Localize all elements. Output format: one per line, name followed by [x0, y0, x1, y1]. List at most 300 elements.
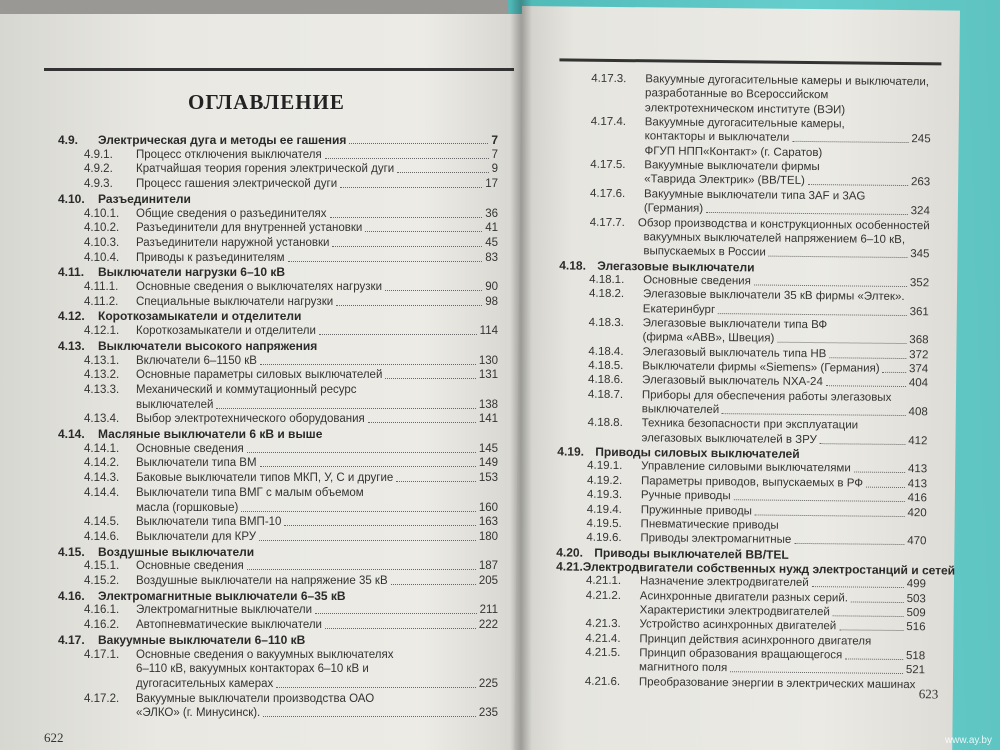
toc-entry-page: 153 [478, 472, 498, 485]
toc-entry-number: 4.18.5. [588, 359, 624, 373]
toc-entry-page: 160 [478, 501, 498, 514]
toc-entry [58, 266, 498, 279]
toc-entry-number: 4.21.1. [585, 574, 622, 588]
toc-entry [84, 384, 498, 397]
toc-entry [84, 649, 498, 662]
toc-entry-page: 7 [491, 148, 498, 161]
toc-entry-page: 138 [478, 398, 498, 411]
dot-leader [826, 377, 906, 388]
toc-entry-number: 4.17.2. [84, 692, 120, 705]
toc-entry-number: 4.9.2. [84, 163, 113, 176]
toc-entry [84, 149, 498, 162]
toc-entry [84, 443, 498, 456]
watermark: www.ay.by [944, 735, 992, 746]
toc-entry-page: 324 [910, 205, 930, 218]
toc-entry-title: Процесс гашения электрической дуги [136, 178, 338, 191]
dot-leader [260, 457, 476, 467]
toc-entry-number: 4.11.2. [84, 295, 119, 308]
toc-entry [58, 590, 498, 603]
toc-entry [585, 675, 925, 692]
toc-entry-title: электротехническом институте (ВЭИ) [644, 101, 846, 117]
toc-entry-page: 130 [478, 354, 498, 367]
toc-entry-number: 4.17.7. [589, 216, 625, 229]
toc-entry-title: Элегазовые выключатели [597, 258, 755, 274]
right-page [514, 6, 960, 750]
toc-entry [84, 604, 498, 617]
toc-entry-number: 4.14.5. [84, 516, 120, 529]
toc-entry-number: 4.18.4. [588, 345, 624, 358]
toc-entry-number: 4.19.4. [586, 503, 622, 516]
toc-entry-title: Процесс отключения выключателя [136, 148, 322, 161]
toc-entry-title: масла (горшковые) [136, 501, 239, 514]
toc-entry-title: Автопневматические выключатели [136, 619, 322, 632]
toc-entry-title: Специальные выключатели нагрузки [136, 295, 334, 308]
toc-entry-page: 509 [906, 606, 926, 620]
toc-entry [645, 88, 931, 104]
dot-leader [792, 132, 908, 143]
toc-entry [590, 188, 930, 205]
toc-entry [84, 575, 498, 588]
toc-entry [58, 193, 498, 206]
dot-leader [241, 502, 476, 512]
right-page-number: 623 [918, 686, 939, 702]
toc-entry-number: 4.9.3. [84, 178, 113, 191]
dot-leader [391, 575, 476, 585]
dot-leader [722, 404, 905, 416]
toc-entry-title: Элегазовый выключатель NXA-24 [642, 374, 823, 389]
toc-entry-title: элегазовых выключателей в ЗРУ [641, 432, 817, 446]
dot-leader [325, 149, 489, 159]
toc-entry [84, 163, 498, 176]
toc-entry-title: (Германия) [643, 202, 704, 216]
toc-entry-number: 4.12.1. [84, 325, 120, 338]
toc-entry [136, 663, 498, 676]
toc-entry-title: «ЭЛКО» (г. Минусинск). [136, 707, 261, 720]
toc-entry-page: 83 [485, 251, 498, 264]
dot-leader [385, 369, 475, 379]
toc-entry-page: 180 [478, 530, 498, 543]
toc-entry-page: 36 [485, 207, 498, 220]
toc-entry-title: Преобразование энергии в электрических машинах [638, 675, 916, 691]
toc-entry-title: Техника безопасности при эксплуатации [641, 417, 859, 432]
page-title: ОГЛАВЛЕНИЕ [188, 90, 345, 114]
toc-entry-page: 131 [478, 369, 498, 382]
toc-entry-title: Выбор электротехнического оборудования [136, 413, 365, 426]
toc-entry [136, 502, 498, 515]
toc-entry-number: 4.17.1. [84, 648, 120, 661]
toc-entry-title: Механический и коммутационный ресурс [136, 383, 357, 396]
toc-entry-title: Характеристики электродвигателей [639, 604, 830, 619]
toc-entry-page: 404 [908, 377, 929, 390]
toc-entry-title: Приводы выключателей ВВ/TEL [594, 545, 789, 562]
toc-entry-number: 4.13.4. [84, 413, 120, 426]
toc-entry-page: 235 [478, 707, 498, 720]
toc-entry-page: 413 [907, 477, 928, 491]
toc-entry-title: Масляные выключатели 6 кВ и выше [98, 427, 323, 441]
toc-entry-title: (фирма «АВВ», Швеция) [642, 331, 775, 345]
toc-entry-page: 145 [478, 442, 498, 455]
toc-entry-page: 245 [911, 133, 931, 146]
toc-entry [644, 174, 930, 190]
toc-entry [586, 589, 926, 606]
toc-entry [590, 216, 930, 233]
toc-entry-title: Асинхронные двигатели разных серий. [639, 589, 849, 605]
toc-entry-number: 4.16.2. [84, 619, 120, 632]
toc-entry-title: Разъединители для внутренней установки [136, 222, 363, 235]
toc-entry-title: Воздушные выключатели на напряжение 35 кВ [136, 575, 388, 587]
toc-entry-page: 516 [906, 621, 926, 634]
toc-entry-title: Принцип образования вращающегося [639, 647, 843, 662]
dot-leader [808, 175, 908, 186]
toc-entry-title: вакуумных выключателей напряжением 6–10 кВ, [643, 231, 906, 246]
toc-entry [84, 693, 498, 706]
dot-leader [755, 505, 905, 517]
toc-entry-page: 374 [908, 363, 929, 376]
toc-entry-title: Параметры приводов, выпускаемых в РФ [640, 475, 864, 490]
toc-entry [644, 145, 930, 161]
toc-entry-number: 4.17.6. [589, 187, 626, 200]
toc-entry [84, 208, 498, 221]
dot-leader [368, 413, 476, 423]
left-page [0, 14, 530, 750]
toc-entry-title: выключателей [641, 403, 720, 417]
toc-entry-title: Устройство асинхронных двигателей [639, 618, 837, 633]
toc-entry-number: 4.13. [58, 338, 85, 353]
toc-entry-page: 420 [907, 506, 927, 519]
toc-entry-title: Разъединители наружной установки [136, 236, 330, 249]
toc-entry [84, 222, 498, 235]
toc-entry-title: Выключатели типа ВМП-10 [136, 516, 282, 529]
toc-entry [84, 487, 498, 500]
dot-leader [730, 663, 903, 675]
dot-leader [839, 621, 903, 632]
toc-entry-number: 4.10.1. [84, 207, 120, 220]
toc-entry [84, 252, 498, 265]
toc-entry-title: Основные сведения [136, 560, 244, 573]
toc-entry [640, 604, 926, 620]
toc-entry-title: Обзор производства и конструкционных особенностей [637, 216, 930, 232]
toc-entry-title: Общие сведения о разъединителях [136, 207, 327, 220]
dot-leader [276, 678, 476, 688]
toc-entry-title: Электромагнитные выключатели [136, 604, 312, 617]
toc-entry [58, 340, 498, 353]
toc-entry [84, 281, 498, 294]
toc-entry-title: 6–110 кВ, вакуумных контакторах 6–10 кВ и [136, 663, 369, 676]
toc-entry-number: 4.11. [58, 265, 85, 280]
toc-entry-title: Элегазовые выключатели типа ВФ [642, 317, 828, 332]
toc-entry-number: 4.18.7. [587, 388, 624, 401]
toc-entry-title: Основные сведения о выключателях нагрузки [136, 281, 382, 293]
toc-entry-number: 4.19.5. [586, 517, 622, 530]
toc-entry-title: Элегазовые выключатели 35 кВ фирмы «Элтек». [642, 288, 905, 304]
toc-entry-page: 225 [478, 677, 498, 690]
toc-entry-title: Короткозамыкатели и отделители [136, 325, 316, 338]
dot-leader [336, 296, 482, 306]
toc-entry-title: Электрическая дуга и методы ее гашения [98, 133, 347, 147]
toc-entry-number: 4.12. [58, 309, 85, 324]
toc-entry-number: 4.10.4. [84, 251, 120, 264]
toc-entry-number: 4.16.1. [84, 604, 120, 617]
dot-leader [396, 472, 476, 482]
toc-entry-number: 4.14. [58, 427, 85, 441]
toc-entry-title: Выключатели нагрузки 6–10 кВ [98, 265, 285, 280]
toc-entry [639, 662, 925, 678]
top-rule [44, 68, 514, 71]
toc-entry [136, 678, 498, 691]
toc-entry-number: 4.18.6. [588, 374, 624, 387]
toc-entry [58, 134, 498, 147]
toc-entry [642, 332, 928, 348]
dot-leader [845, 649, 903, 660]
toc-entry-number: 4.20. [556, 544, 584, 560]
toc-entry-number: 4.19.2. [586, 474, 623, 487]
toc-entry-number: 4.19. [557, 444, 585, 459]
toc-entry-page: 222 [478, 619, 498, 632]
toc-entry-number: 4.15. [58, 544, 85, 559]
toc-entry-number: 4.16. [58, 588, 85, 603]
toc-entry-title: Выключатели типа ВМ [136, 457, 257, 470]
toc-entry [58, 546, 498, 559]
toc-entry-page: 187 [478, 560, 498, 573]
toc-entry-title: Приводы электромагнитные [640, 532, 792, 547]
toc-entry-page: 368 [909, 334, 929, 347]
toc-entry-title: «Таврида Электрик» (ВВ/TEL) [644, 173, 805, 188]
toc-entry-number: 4.15.2. [84, 575, 120, 587]
toc-entry-title: выпускаемых в России [643, 245, 766, 259]
toc-entry [589, 317, 929, 334]
toc-entry-page: 141 [478, 413, 498, 426]
toc-entry [643, 303, 929, 319]
toc-entry-title: Включатели 6–1150 кВ [136, 354, 257, 367]
toc-entry-page: 263 [910, 176, 931, 189]
toc-entry-title: выключателей [136, 398, 214, 411]
dot-leader [332, 237, 482, 247]
dot-leader [769, 247, 908, 258]
toc-entry [84, 355, 498, 368]
toc-entry-number: 4.21.3. [585, 617, 621, 631]
dot-leader [829, 348, 906, 359]
toc-entry [84, 472, 498, 485]
toc-entry [58, 428, 498, 441]
toc-entry-title: Приборы для обеспечения работы элегазовых [641, 388, 892, 404]
toc-entry [588, 388, 928, 405]
toc-entry-number: 4.17. [58, 632, 85, 647]
toc-entry-page: 499 [906, 578, 927, 591]
toc-entry-page: 9 [491, 163, 498, 176]
toc-entry-number: 4.21.4. [585, 632, 621, 645]
toc-entry-number: 4.18.3. [588, 316, 624, 330]
toc-entry-number: 4.18. [559, 257, 587, 273]
dot-leader [330, 208, 483, 218]
toc-entry-title: Ручные приводы [640, 489, 731, 503]
toc-entry-title: Назначение электродвигателей [639, 575, 809, 590]
dot-leader [734, 490, 905, 502]
toc-entry [644, 231, 930, 247]
dot-leader [216, 399, 475, 409]
toc-entry-number: 4.14.3. [84, 472, 120, 485]
toc-entry [591, 73, 931, 90]
dot-leader [820, 434, 906, 445]
toc-entry-title: Екатеринбург [642, 302, 716, 316]
toc-entry-title: Воздушные выключатели [98, 544, 255, 559]
toc-entry-page: 98 [485, 295, 498, 308]
toc-entry [589, 288, 929, 305]
toc-entry-title: Принцип действия асинхронного двигателя [639, 632, 872, 648]
toc-entry-title: Основные сведения [136, 442, 244, 455]
toc-entry [58, 310, 498, 323]
dot-leader [288, 252, 483, 262]
dot-leader [259, 531, 476, 541]
toc-entry-title: Электродвигатели собственных нужд электростанций и сетей [582, 559, 956, 578]
toc-entry [644, 202, 930, 218]
toc-entry-number: 4.21. [556, 559, 583, 574]
toc-entry-title: Элегазовый выключатель типа НВ [642, 345, 827, 360]
toc-entry-number: 4.14.6. [84, 530, 120, 543]
toc-entry-page: 408 [908, 406, 928, 419]
toc-entry-title: Выключатели высокого напряжения [98, 338, 318, 353]
toc-entry-title: Вакуумные выключатели типа 3AF и 3AG [643, 188, 866, 203]
dot-leader [883, 363, 907, 373]
dot-leader [777, 333, 906, 344]
toc-entry-title: магнитного поля [639, 661, 728, 675]
dot-leader [260, 355, 476, 365]
toc-entry-page: 345 [910, 248, 930, 261]
toc-entry-number: 4.18.8. [587, 417, 623, 430]
toc-entry-title: Выключатели типа ВМГ с малым объемом [136, 486, 364, 499]
toc-entry [136, 399, 498, 412]
toc-entry [84, 296, 498, 309]
toc-entry [84, 178, 498, 191]
toc-entry-page: 163 [478, 516, 498, 529]
toc-entry-page: 205 [478, 575, 498, 587]
toc-entry-page: 149 [478, 457, 498, 470]
dot-leader [340, 178, 482, 188]
toc-entry-page: 470 [907, 535, 927, 548]
toc-entry-page: 45 [485, 236, 498, 249]
dot-leader [319, 325, 477, 335]
dot-leader [718, 304, 907, 316]
toc-entry-title: Управление силовыми выключателями [641, 460, 851, 475]
toc-entry-page: 211 [479, 604, 498, 617]
toc-entry-page: 352 [909, 276, 930, 290]
dot-leader [263, 707, 476, 717]
toc-entry-number: 4.21.2. [585, 589, 622, 602]
toc-entry-number: 4.14.4. [84, 486, 120, 499]
toc-entry [84, 619, 498, 632]
toc-entry-page: 413 [907, 463, 928, 476]
toc-entry [84, 237, 498, 250]
toc-entry-page: 17 [485, 178, 498, 191]
toc-entry-page: 503 [906, 592, 926, 605]
toc-entry-page: 114 [479, 325, 498, 338]
toc-entry [591, 116, 931, 133]
toc-entry [136, 707, 498, 720]
toc-entry-title: контакторы и выключатели [644, 130, 790, 145]
toc-entry-page: 90 [485, 281, 498, 293]
toc-entry-title: Вакуумные выключатели 6–110 кВ [98, 632, 306, 647]
toc-entry-number: 4.13.2. [84, 369, 120, 382]
dot-leader [833, 606, 904, 617]
toc-entry [84, 457, 498, 470]
dot-leader [284, 516, 475, 526]
dot-leader [812, 577, 904, 588]
toc-entry-number: 4.10.3. [84, 236, 120, 249]
toc-entry [588, 417, 928, 434]
toc-entry-number: 4.19.6. [586, 531, 622, 545]
dot-leader [247, 443, 476, 453]
toc-entry-title: Вакуумные дугогасительные камеры и выключатели, [645, 73, 930, 89]
dot-leader [754, 275, 907, 287]
toc-entry-title: Вакуумные выключатели фирмы [644, 159, 820, 174]
dot-leader [349, 134, 488, 144]
toc-entry-title: Основные сведения [643, 274, 751, 288]
toc-entry-number: 4.19.1. [587, 460, 623, 473]
toc-entry-title: Приводы силовых выключателей [595, 444, 800, 462]
toc-entry-page: 361 [909, 305, 929, 318]
dot-leader [851, 592, 904, 603]
toc-entry-title: Выключатели для КРУ [136, 530, 257, 543]
toc-entry-number: 4.21.5. [585, 646, 621, 660]
toc-entry [84, 369, 498, 382]
top-rule-right [559, 58, 941, 65]
toc-entry-title: ФГУП НПП«Контакт» (г. Саратов) [644, 145, 823, 159]
toc-entry-page: 7 [491, 133, 498, 147]
left-page-number: 622 [44, 730, 64, 745]
toc-entry-title: Кратчайшая теория горения электрической дуги [136, 163, 395, 176]
toc-entry-page: 41 [485, 222, 498, 235]
toc-entry-number: 4.14.1. [84, 442, 120, 455]
toc-entry-page: 412 [908, 434, 928, 448]
toc-entry [84, 413, 498, 426]
toc-entry-title: Короткозамыкатели и отделители [98, 309, 302, 324]
toc-entry-number: 4.21.6. [584, 675, 621, 688]
toc-entry-number: 4.10.2. [84, 222, 120, 235]
toc-entry-title: Приводы к разъединителям [136, 251, 285, 264]
toc-entry-number: 4.17.5. [590, 158, 626, 172]
toc-entry [58, 634, 498, 647]
toc-entry-number: 4.13.3. [84, 383, 120, 396]
toc-entry [84, 516, 498, 529]
toc-entry-number: 4.17.4. [590, 115, 627, 129]
toc-entry-number: 4.9.1. [84, 148, 113, 161]
toc-entry-page: 518 [905, 650, 926, 663]
toc-entry-number: 4.9. [58, 133, 79, 147]
dot-leader [397, 163, 488, 173]
dot-leader [854, 463, 905, 474]
toc-entry-number: 4.11.1. [84, 281, 119, 293]
toc-entry-title: Разъединители [98, 191, 191, 206]
toc-entry-title: Основные параметры силовых выключателей [136, 369, 383, 382]
toc-entry-title: Пружинные приводы [640, 503, 753, 517]
toc-entry-title: Вакуумные выключатели производства ОАО [136, 692, 375, 705]
dot-leader [866, 477, 905, 487]
toc-entry [645, 102, 931, 118]
dot-leader [325, 619, 476, 629]
toc-entry-number: 4.18.1. [589, 273, 625, 286]
toc-entry-page: 372 [909, 348, 929, 361]
dot-leader [706, 203, 908, 215]
toc-entry [590, 159, 930, 176]
toc-entry [642, 403, 928, 419]
toc-entry-number: 4.14.2. [84, 457, 120, 470]
toc-entry-number: 4.18.2. [588, 287, 625, 301]
toc-entry-number: 4.17.3. [591, 72, 627, 86]
toc-entry-title: Вакуумные дугогасительные камеры, [644, 116, 845, 131]
toc-entry [645, 131, 931, 147]
toc-entry-title: разработанные во Всероссийском [645, 87, 829, 102]
toc-entry [84, 531, 498, 544]
toc-entry-title: Электромагнитные выключатели 6–35 кВ [98, 588, 346, 603]
